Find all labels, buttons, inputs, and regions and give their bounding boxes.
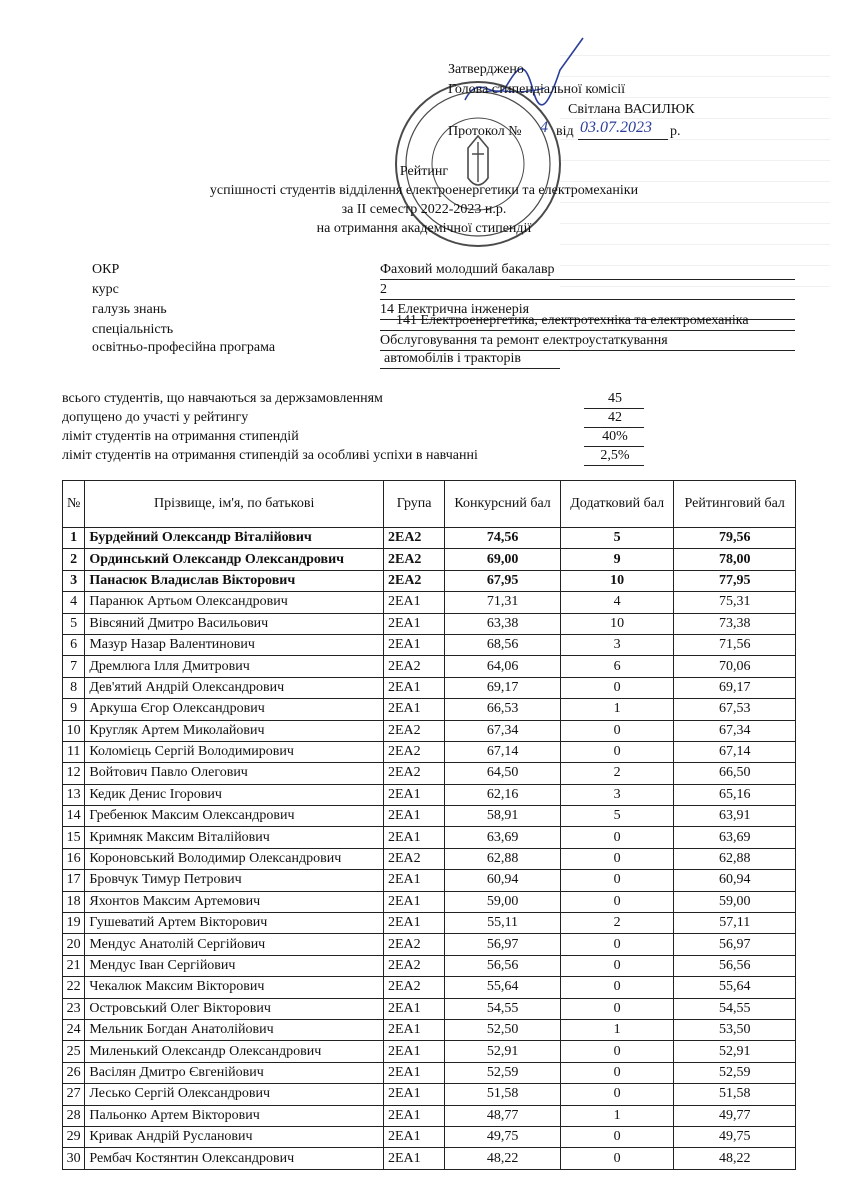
- col-header-number: №: [63, 481, 85, 528]
- cell-additional-score: 1: [560, 699, 674, 720]
- report-semester: за ІІ семестр 2022-2023 н.р.: [341, 202, 507, 217]
- cell-number: 16: [63, 848, 85, 869]
- cell-additional-score: 2: [560, 763, 674, 784]
- cell-rating-score: 48,22: [674, 1148, 796, 1169]
- cell-group: 2ЕА1: [383, 1105, 444, 1126]
- col-header-name: Прізвище, ім'я, по батькові: [85, 481, 384, 528]
- cell-number: 14: [63, 806, 85, 827]
- cell-name: Гребенюк Максим Олександрович: [85, 806, 384, 827]
- table-row: [63, 891, 796, 912]
- cell-number: 18: [63, 891, 85, 912]
- cell-competitive-score: 64,06: [445, 656, 561, 677]
- cell-name: Мендус Іван Сергійович: [85, 955, 384, 976]
- cell-competitive-score: 69,17: [445, 677, 561, 698]
- cell-competitive-score: 55,64: [445, 977, 561, 998]
- cell-rating-score: 60,94: [674, 870, 796, 891]
- cell-competitive-score: 52,50: [445, 1019, 561, 1040]
- rating-table: [62, 480, 796, 1170]
- cell-competitive-score: 49,75: [445, 1126, 561, 1147]
- cell-number: 6: [63, 634, 85, 655]
- col-header-group: Група: [383, 481, 444, 528]
- cell-group: 2ЕА2: [383, 528, 444, 549]
- cell-additional-score: 0: [560, 891, 674, 912]
- cell-name: Дремлюга Ілля Дмитрович: [85, 656, 384, 677]
- cell-group: 2ЕА2: [383, 955, 444, 976]
- cell-number: 9: [63, 699, 85, 720]
- cell-additional-score: 0: [560, 741, 674, 762]
- table-row: [63, 827, 796, 848]
- cell-competitive-score: 48,22: [445, 1148, 561, 1169]
- cell-competitive-score: 68,56: [445, 634, 561, 655]
- cell-additional-score: 0: [560, 1148, 674, 1169]
- cell-additional-score: 0: [560, 977, 674, 998]
- chair-name: Світлана ВАСИЛЮК: [568, 102, 695, 117]
- cell-number: 28: [63, 1105, 85, 1126]
- cell-competitive-score: 66,53: [445, 699, 561, 720]
- cell-number: 22: [63, 977, 85, 998]
- cell-name: Паранюк Артьом Олександрович: [85, 592, 384, 613]
- cell-name: Дев'ятий Андрій Олександрович: [85, 677, 384, 698]
- cell-additional-score: 6: [560, 656, 674, 677]
- cell-group: 2ЕА1: [383, 998, 444, 1019]
- cell-name: Кримняк Максим Віталійович: [85, 827, 384, 848]
- table-row: [63, 1126, 796, 1147]
- cell-rating-score: 57,11: [674, 913, 796, 934]
- info-label-course: курс: [92, 282, 119, 297]
- cell-number: 12: [63, 763, 85, 784]
- stats-value-admitted: 42: [608, 410, 622, 425]
- cell-number: 1: [63, 528, 85, 549]
- cell-group: 2ЕА1: [383, 870, 444, 891]
- cell-name: Кривак Андрій Русланович: [85, 1126, 384, 1147]
- cell-group: 2ЕА1: [383, 1019, 444, 1040]
- info-value-program: Обслуговування та ремонт електроустаткування: [380, 333, 668, 348]
- cell-name: Мельник Богдан Анатолійович: [85, 1019, 384, 1040]
- cell-group: 2ЕА1: [383, 784, 444, 805]
- table-row: [63, 656, 796, 677]
- cell-rating-score: 77,95: [674, 570, 796, 591]
- cell-number: 8: [63, 677, 85, 698]
- cell-competitive-score: 54,55: [445, 998, 561, 1019]
- cell-additional-score: 3: [560, 634, 674, 655]
- table-header-row: [63, 481, 796, 528]
- cell-additional-score: 10: [560, 570, 674, 591]
- cell-rating-score: 53,50: [674, 1019, 796, 1040]
- cell-group: 2ЕА2: [383, 934, 444, 955]
- cell-rating-score: 49,75: [674, 1126, 796, 1147]
- table-row: [63, 613, 796, 634]
- chair-label: Голова стипендіальної комісії: [448, 82, 625, 97]
- cell-name: Короновський Володимир Олександрович: [85, 848, 384, 869]
- table-row: [63, 699, 796, 720]
- stats-value-excellence-limit: 2,5%: [600, 448, 630, 463]
- cell-rating-score: 69,17: [674, 677, 796, 698]
- cell-group: 2ЕА1: [383, 634, 444, 655]
- info-value-okr: Фаховий молодший бакалавр: [380, 262, 555, 277]
- cell-name: Коломієць Сергій Володимирович: [85, 741, 384, 762]
- cell-additional-score: 0: [560, 1062, 674, 1083]
- table-row: [63, 806, 796, 827]
- cell-number: 15: [63, 827, 85, 848]
- cell-competitive-score: 63,38: [445, 613, 561, 634]
- cell-rating-score: 67,14: [674, 741, 796, 762]
- cell-group: 2ЕА1: [383, 677, 444, 698]
- cell-competitive-score: 69,00: [445, 549, 561, 570]
- cell-group: 2ЕА1: [383, 1148, 444, 1169]
- cell-rating-score: 70,06: [674, 656, 796, 677]
- cell-name: Бровчук Тимур Петрович: [85, 870, 384, 891]
- cell-rating-score: 52,91: [674, 1041, 796, 1062]
- cell-competitive-score: 56,97: [445, 934, 561, 955]
- cell-additional-score: 9: [560, 549, 674, 570]
- cell-group: 2ЕА1: [383, 1062, 444, 1083]
- cell-number: 20: [63, 934, 85, 955]
- cell-additional-score: 0: [560, 934, 674, 955]
- cell-group: 2ЕА1: [383, 913, 444, 934]
- col-header-competitive-score: Конкурсний бал: [445, 481, 561, 528]
- cell-name: Аркуша Єгор Олександрович: [85, 699, 384, 720]
- cell-rating-score: 71,56: [674, 634, 796, 655]
- info-value-program-cont: автомобілів і тракторів: [384, 351, 521, 366]
- table-row: [63, 1019, 796, 1040]
- cell-name: Ординський Олександр Олександрович: [85, 549, 384, 570]
- cell-rating-score: 62,88: [674, 848, 796, 869]
- table-row: [63, 934, 796, 955]
- table-row: [63, 1041, 796, 1062]
- cell-additional-score: 0: [560, 848, 674, 869]
- cell-additional-score: 0: [560, 870, 674, 891]
- cell-number: 19: [63, 913, 85, 934]
- cell-additional-score: 1: [560, 1019, 674, 1040]
- stats-value-limit: 40%: [602, 429, 628, 444]
- cell-name: Рембач Костянтин Олександрович: [85, 1148, 384, 1169]
- from-label: від: [556, 124, 574, 139]
- cell-competitive-score: 55,11: [445, 913, 561, 934]
- table-row: [63, 570, 796, 591]
- cell-number: 23: [63, 998, 85, 1019]
- cell-number: 25: [63, 1041, 85, 1062]
- cell-rating-score: 78,00: [674, 549, 796, 570]
- cell-group: 2ЕА1: [383, 613, 444, 634]
- stats-label-admitted: допущено до участі у рейтингу: [62, 410, 249, 425]
- cell-rating-score: 67,34: [674, 720, 796, 741]
- cell-number: 10: [63, 720, 85, 741]
- cell-group: 2ЕА1: [383, 806, 444, 827]
- cell-competitive-score: 60,94: [445, 870, 561, 891]
- info-label-okr: ОКР: [92, 262, 120, 277]
- cell-name: Миленький Олександр Олександрович: [85, 1041, 384, 1062]
- cell-additional-score: 0: [560, 1084, 674, 1105]
- table-row: [63, 1105, 796, 1126]
- report-subtitle: успішності студентів відділення електроенергетики та електромеханіки: [209, 183, 639, 198]
- cell-competitive-score: 48,77: [445, 1105, 561, 1126]
- cell-rating-score: 55,64: [674, 977, 796, 998]
- cell-number: 26: [63, 1062, 85, 1083]
- cell-additional-score: 5: [560, 528, 674, 549]
- table-row: [63, 998, 796, 1019]
- cell-competitive-score: 62,88: [445, 848, 561, 869]
- info-value-course: 2: [380, 282, 387, 297]
- cell-group: 2ЕА2: [383, 848, 444, 869]
- report-title: Рейтинг: [399, 164, 449, 179]
- cell-rating-score: 79,56: [674, 528, 796, 549]
- cell-additional-score: 0: [560, 827, 674, 848]
- cell-number: 30: [63, 1148, 85, 1169]
- protocol-number: 4: [540, 119, 548, 136]
- cell-group: 2ЕА2: [383, 570, 444, 591]
- table-row: [63, 677, 796, 698]
- cell-number: 5: [63, 613, 85, 634]
- cell-rating-score: 56,56: [674, 955, 796, 976]
- cell-additional-score: 0: [560, 1126, 674, 1147]
- cell-rating-score: 73,38: [674, 613, 796, 634]
- table-row: [63, 528, 796, 549]
- report-purpose: на отримання академічної стипендії: [316, 221, 532, 236]
- cell-number: 27: [63, 1084, 85, 1105]
- cell-rating-score: 66,50: [674, 763, 796, 784]
- cell-additional-score: 5: [560, 806, 674, 827]
- cell-number: 3: [63, 570, 85, 591]
- cell-name: Островський Олег Вікторович: [85, 998, 384, 1019]
- cell-group: 2ЕА2: [383, 720, 444, 741]
- approved-label: Затверджено: [448, 62, 524, 77]
- cell-rating-score: 65,16: [674, 784, 796, 805]
- cell-competitive-score: 59,00: [445, 891, 561, 912]
- cell-name: Мазур Назар Валентинович: [85, 634, 384, 655]
- cell-name: Гушеватий Артем Вікторович: [85, 913, 384, 934]
- cell-competitive-score: 62,16: [445, 784, 561, 805]
- info-value-field: 14 Електрична інженерія: [380, 302, 530, 317]
- table-row: [63, 1084, 796, 1105]
- table-row: [63, 634, 796, 655]
- cell-rating-score: 59,00: [674, 891, 796, 912]
- cell-additional-score: 0: [560, 720, 674, 741]
- cell-rating-score: 63,91: [674, 806, 796, 827]
- cell-group: 2ЕА2: [383, 741, 444, 762]
- cell-rating-score: 75,31: [674, 592, 796, 613]
- table-row: [63, 870, 796, 891]
- cell-competitive-score: 63,69: [445, 827, 561, 848]
- table-row: [63, 955, 796, 976]
- cell-group: 2ЕА1: [383, 891, 444, 912]
- cell-additional-score: 4: [560, 592, 674, 613]
- table-row: [63, 592, 796, 613]
- cell-group: 2ЕА1: [383, 827, 444, 848]
- cell-number: 21: [63, 955, 85, 976]
- info-label-program: освітньо-професійна програма: [92, 340, 276, 355]
- cell-competitive-score: 67,34: [445, 720, 561, 741]
- info-value-specialty: 141 Електроенергетика, електротехніка та електромеханіка: [396, 313, 749, 328]
- cell-group: 2ЕА2: [383, 656, 444, 677]
- cell-additional-score: 0: [560, 998, 674, 1019]
- year-suffix: р.: [670, 124, 681, 139]
- cell-additional-score: 0: [560, 677, 674, 698]
- cell-name: Кедик Денис Ігорович: [85, 784, 384, 805]
- cell-competitive-score: 56,56: [445, 955, 561, 976]
- cell-number: 4: [63, 592, 85, 613]
- cell-group: 2ЕА1: [383, 592, 444, 613]
- cell-name: Яхонтов Максим Артемович: [85, 891, 384, 912]
- col-header-additional-score: Додатковий бал: [560, 481, 674, 528]
- cell-number: 2: [63, 549, 85, 570]
- cell-name: Войтович Павло Олегович: [85, 763, 384, 784]
- cell-name: Кругляк Артем Миколайович: [85, 720, 384, 741]
- rating-table-body: [63, 528, 796, 1170]
- cell-name: Бурдейний Олександр Віталійович: [85, 528, 384, 549]
- cell-name: Лесько Сергій Олександрович: [85, 1084, 384, 1105]
- cell-number: 29: [63, 1126, 85, 1147]
- cell-number: 7: [63, 656, 85, 677]
- stats-label-total: всього студентів, що навчаються за держзамовленням: [62, 391, 383, 406]
- cell-group: 2ЕА2: [383, 549, 444, 570]
- cell-name: Пальонко Артем Вікторович: [85, 1105, 384, 1126]
- table-row: [63, 784, 796, 805]
- cell-name: Мендус Анатолій Сергійович: [85, 934, 384, 955]
- table-row: [63, 763, 796, 784]
- cell-rating-score: 56,97: [674, 934, 796, 955]
- table-row: [63, 549, 796, 570]
- table-row: [63, 741, 796, 762]
- cell-group: 2ЕА1: [383, 1126, 444, 1147]
- cell-competitive-score: 64,50: [445, 763, 561, 784]
- cell-competitive-score: 67,95: [445, 570, 561, 591]
- table-row: [63, 720, 796, 741]
- cell-additional-score: 0: [560, 955, 674, 976]
- info-label-specialty: спеціальність: [92, 322, 174, 337]
- table-row: [63, 1062, 796, 1083]
- cell-group: 2ЕА2: [383, 977, 444, 998]
- cell-rating-score: 67,53: [674, 699, 796, 720]
- table-row: [63, 977, 796, 998]
- cell-rating-score: 52,59: [674, 1062, 796, 1083]
- cell-name: Васілян Дмитро Євгенійович: [85, 1062, 384, 1083]
- cell-additional-score: 10: [560, 613, 674, 634]
- cell-additional-score: 3: [560, 784, 674, 805]
- cell-rating-score: 63,69: [674, 827, 796, 848]
- cell-competitive-score: 51,58: [445, 1084, 561, 1105]
- cell-additional-score: 2: [560, 913, 674, 934]
- cell-group: 2ЕА1: [383, 1084, 444, 1105]
- cell-number: 24: [63, 1019, 85, 1040]
- cell-name: Чекалюк Максим Вікторович: [85, 977, 384, 998]
- cell-number: 13: [63, 784, 85, 805]
- cell-competitive-score: 74,56: [445, 528, 561, 549]
- cell-name: Панасюк Владислав Вікторович: [85, 570, 384, 591]
- table-row: [63, 913, 796, 934]
- protocol-date: 03.07.2023: [580, 119, 652, 136]
- cell-rating-score: 51,58: [674, 1084, 796, 1105]
- table-row: [63, 1148, 796, 1169]
- cell-competitive-score: 67,14: [445, 741, 561, 762]
- cell-rating-score: 49,77: [674, 1105, 796, 1126]
- cell-competitive-score: 52,59: [445, 1062, 561, 1083]
- stats-value-total: 45: [608, 391, 622, 406]
- table-row: [63, 848, 796, 869]
- cell-group: 2ЕА2: [383, 763, 444, 784]
- protocol-label: Протокол №: [448, 124, 522, 139]
- cell-rating-score: 54,55: [674, 998, 796, 1019]
- cell-group: 2ЕА1: [383, 699, 444, 720]
- info-label-field: галузь знань: [92, 302, 167, 317]
- cell-number: 11: [63, 741, 85, 762]
- cell-competitive-score: 58,91: [445, 806, 561, 827]
- col-header-rating-score: Рейтинговий бал: [674, 481, 796, 528]
- cell-name: Вівсяний Дмитро Васильович: [85, 613, 384, 634]
- cell-additional-score: 0: [560, 1041, 674, 1062]
- cell-number: 17: [63, 870, 85, 891]
- stats-label-limit: ліміт студентів на отримання стипендій: [62, 429, 299, 444]
- cell-group: 2ЕА1: [383, 1041, 444, 1062]
- stats-label-excellence-limit: ліміт студентів на отримання стипендій за особливі успіхи в навчанні: [62, 448, 478, 463]
- cell-additional-score: 1: [560, 1105, 674, 1126]
- cell-competitive-score: 52,91: [445, 1041, 561, 1062]
- cell-competitive-score: 71,31: [445, 592, 561, 613]
